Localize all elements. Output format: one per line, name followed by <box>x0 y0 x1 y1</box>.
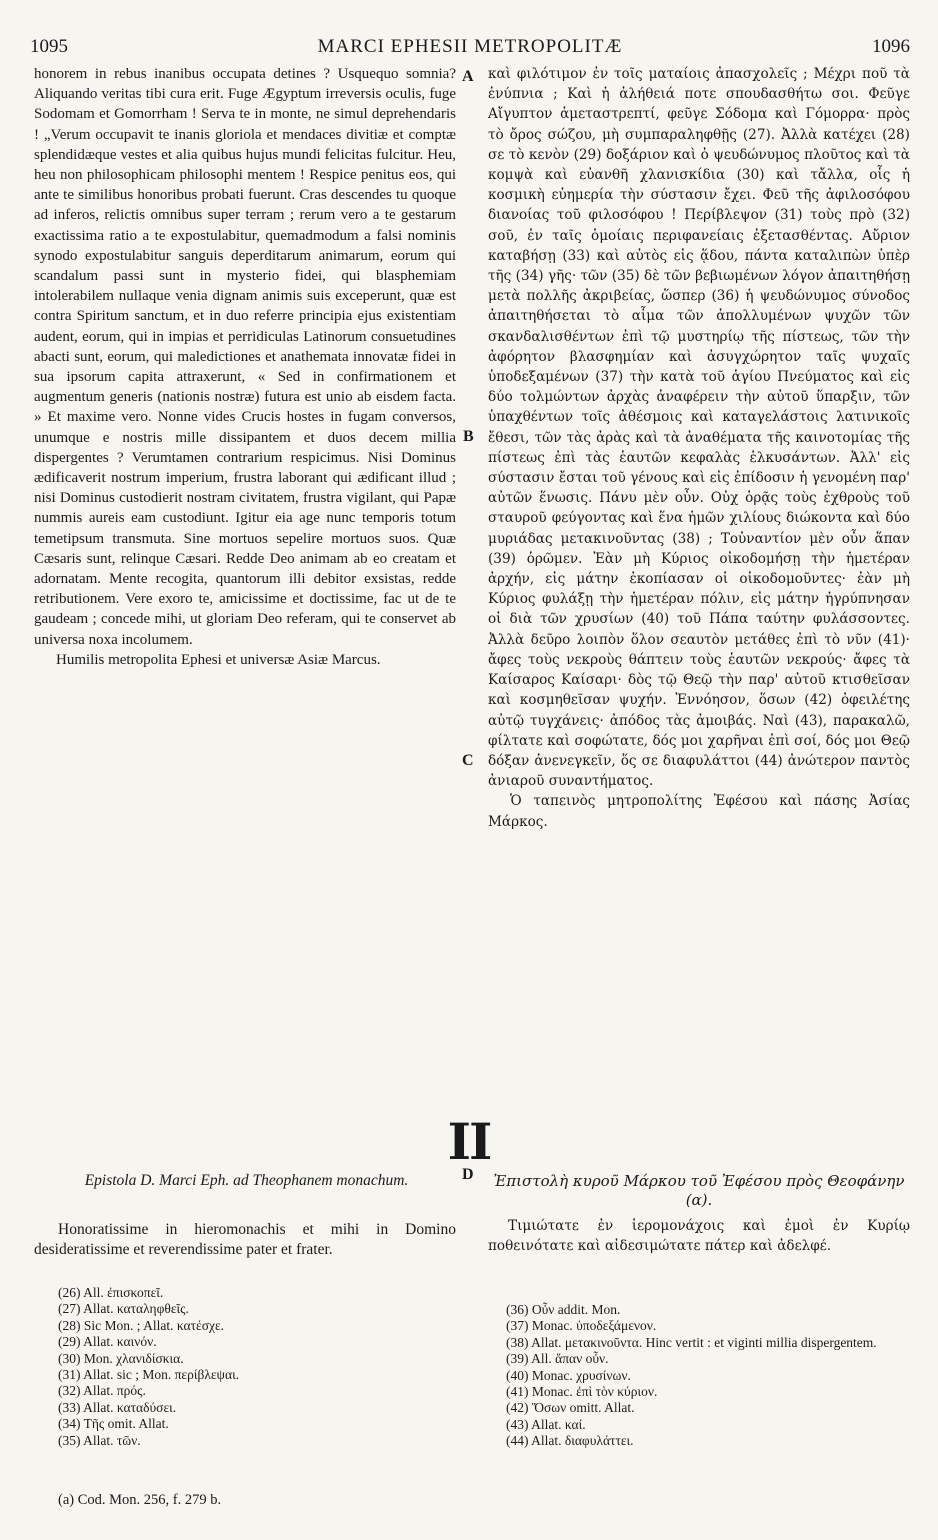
footnote: (31) Allat. sic ; Mon. περίβλεψαι. <box>58 1367 240 1383</box>
footnote: (34) Τῆς omit. Allat. <box>58 1416 169 1432</box>
greek-column <box>488 64 910 832</box>
footnote: (33) Allat. καταδύσει. <box>58 1399 177 1415</box>
latin-paragraph: honorem in rebus inanibus occupata detines ? Usquequo somnia? Aliquando veritas tibi cura erit. Fuge Ægyptum irreversis oculis, fuge Sodomam et Gomorrham ! Serva te in monte, ne simul deprehendaris ! „Verum occupavit te inanis gloriola et mendaces divitiæ et comptæ splendidæque vestes et alia quibus hujus mundi felicitas fulcitur. Heu, heu non philosophicam philosophi mentem ! Respice penitus eos, qui ante te similibus honoribus probati fuerunt. Cras descendes tu quoque ad inferos, relictis omnibus super terram ; rerum vero a te gestarum exactissima ratio a te expostulabitur, quemadmodum a falsi nominis synodo expostulabitur sanguis deperditarum animarum, eorum qui scandalum passi sunt in mysterio fidei, qui blasphemiam intolerabilem nullaque venia dignam animis suis exceperunt, quæ est contra Spiritum sanctum, et in duo referre principia ejus existentiam audent, eorum, qui in impias et perridiculas Latinorum consuetudines abacti sunt, eorum, qui maledictiones et anathemata innovatæ fidei in sua ipsorum capita attraxerunt, « Sed in confirmationem et augmentum generis (nationis nostræ) futura est unio ab eisdem facta. » Et maxime vero. Nonne vides Crucis hostes in fugam conversos, unumque e nostris mille dissipantem et duos decem millia dispergentes ? Verumtamen contrarium respicimus. Nisi Dominus ædificaverit nostrum imperium, frustra laborant qui ædificant illud ; nisi Dominus custodierit nostram civitatem, frustra vigilant, qui Papæ nummis aureis eam custodiunt. Igitur eia age nunc temporis totum temetipsum transmuta. Sine mortuos sepelire mortuos suos. Quæ Cæsaris sunt, relinque Cæsari. Redde Deo animam ab eo creatam et adornatam. Mente recogita, quantorum illi debitor exsistas, redde retributionem. Vere exoro te, amicissime et doctissime, fac ut de te gaudeam ; concede mihi, ut gloriam Deo referam, qui te conservet ab universa noxa incolumem. <box>34 66 456 648</box>
footnote: (39) All. ἅπαν οὖν. <box>506 1351 609 1367</box>
footnote: (36) Οὖν addit. Mon. <box>506 1302 621 1317</box>
page-number-left: 1095 <box>30 36 68 57</box>
greeting-latin: Honoratissime in hieromonachis et mihi in Domino desideratissime et reverendissime pater et frater. <box>34 1221 456 1258</box>
greek-signature: Ὁ ταπεινὸς μητροπολίτης Ἐφέσου καὶ πάσης Ἀσίας Μάρκος. <box>488 793 910 830</box>
footnote: (44) Allat. διαφυλάττει. <box>506 1433 634 1449</box>
margin-letter-c: C <box>462 752 474 769</box>
footnote: (38) Allat. μετακινοῦντα. Hinc vertit : et viginti millia dispergentem. <box>506 1334 877 1350</box>
greek-paragraph: καὶ φιλότιμον ἐν τοῖς ματαίοις ἀπασχολεῖς ; Μέχρι ποῦ τὰ ἐνύπνια ; Καὶ ἡ ἀλήθειά ποτε σπουδασθήτω σοι. Φεῦγε Αἴγυπτον ἀμεταστρεπτί, φεῦγε Σόδομα καὶ Γόμορρα· πρὸς τὸ ὄρος σώζου, μὴ συμπαραληφθῇς (27). Ἀλλὰ κατέχει (28) σε τὸ κενὸν (29) δοξάριον καὶ ὁ ψευδώνυμος πλοῦτος καὶ τὰ κομψὰ καὶ εὐανθῆ χλανισκίδια (30) καὶ τἄλλα, οἷς ἡ κοσμικὴ εὐημερία τὴν σύστασιν ἔχει. Φεῦ τῆς ἀφιλοσόφου διανοίας τοῦ φιλοσόφου ! Περίβλεψον (31) τοὺς πρὸ (32) σοῦ, ἐν ταῖς ὁμοίαις περιφανείαις ἐξετασθέντας. Αὔριον καταβήσῃ (33) καὶ αὐτὸς εἰς ᾅδου, πάντα καταλιπὼν ὑπὲρ τῆς (34) γῆς· τῶν (35) δὲ τῶν βεβιωμένων λόγον ἀπαιτηθήσῃ μετὰ πολλῆς ἀκριβείας, ὥσπερ (36) ἡ ψευδώνυμος σύνοδος ἀπαιτηθήσεται τὸ αἷμα τῶν ἀπολλυμένων ψυχῶν τῶν σκανδαλισθέντων ἐπὶ τῷ μυστηρίῳ τῆς πίστεως, τῶν τὴν ἀφόρητον βλασφημίαν καὶ ἀσυγχώρητον ταῖς ψυχαῖς ὑποδεξαμένων (37) τὴν κατὰ τοῦ ἁγίου Πνεύματος καὶ εἰς δύο τολμώντων ἀρχὰς ἀναφέρειν τὴν αὐτοῦ ὕπαρξιν, τῶν ὑπαχθέντων τοῖς ἀθέσμοις καὶ καταγελάστοις λατινικοῖς ἔθεσι, τῶν τὰς ἀρὰς καὶ τὰ ἀναθέματα τῆς καινοτομίας τῆς πίστεως ἐπὶ τὰς ἑαυτῶν κεφαλὰς ἑλκυσάντων. Ἀλλ' εἰς σύστασιν ἔσται τοῦ γένους καὶ εἰς ἐπίδοσιν ἡ γενομένη παρ' αὐτῶν ἕνωσις. Πάνυ μὲν οὖν. Οὐχ ὁρᾷς τοὺς ἐχθροὺς τοῦ σταυροῦ φεύγοντας καὶ ἕνα ἡμῶν χιλίους διώκοντα καὶ δύο μυριάδας μετακινοῦντας (38) ; Τοὐναντίον μὲν οὖν ἅπαν (39) ὁρῶμεν. Ἐὰν μὴ Κύριος οἰκοδομήσῃ τὴν ἡμετέραν ἀρχήν, εἰς μάτην ἐκοπίασαν οἱ οἰκοδομοῦντες· ἐὰν μὴ Κύριος φυλάξῃ τὴν ἡμετέραν πόλιν, εἰς μάτην ἠγρύπνησαν οἱ διὰ τῶν χρυσίων (40) τοῦ Πάπα ταύτην φυλάσσοντες. Ἀλλὰ δεῦρο λοιπὸν ὅλον σεαυτὸν μετάθες ἐπὶ τὸ νῦν (41)· ἄφες τοὺς νεκροὺς θάπτειν τοὺς ἑαυτῶν νεκρούς· ἄφες τὰ Καίσαρος Καίσαρι· δὸς τῷ Θεῷ τὴν παρ' αὐτοῦ κτισθεῖσαν καὶ κοσμηθεῖσαν ψυχήν. Ἐννόησον, ὅσων (42) ὀφειλέτης αὐτῷ τυγχάνεις· ἀπόδος τὰς ἀμοιβάς. Ναὶ (43), παρακαλῶ, φίλτατε καὶ σοφώτατε, δός μοι χαρῆναι ἐπὶ σοί, δός μοι Θεῷ δόξαν ἀνενεγκεῖν, ὅς σε διαφυλάττοι (44) ἀνώτερον παντὸς ἀνιαροῦ συναντήματος. <box>488 66 910 790</box>
footnote: (26) All. ἐπισκοπεῖ. <box>58 1285 164 1300</box>
latin-column <box>34 64 456 670</box>
epistle-title-latin: Epistola D. Marci Eph. ad Theophanem monachum. <box>84 1172 409 1189</box>
footnote: (41) Monac. ἐπὶ τὸν κύριον. <box>506 1384 658 1400</box>
margin-letter-a: A <box>462 68 474 85</box>
footnote: (37) Monac. ὑποδεξάμενον. <box>506 1318 657 1334</box>
page-number-right: 1096 <box>872 36 910 57</box>
footnote: (29) Allat. καινόν. <box>58 1334 157 1350</box>
latin-signature: Humilis metropolita Ephesi et universæ Asiæ Marcus. <box>56 651 381 668</box>
footnote: (30) Mon. χλανιδίσκια. <box>58 1350 184 1366</box>
manuscript-source-note: (a) Cod. Mon. 256, f. 279 b. <box>58 1492 222 1508</box>
running-header <box>30 36 910 60</box>
footnote: (35) Allat. τῶν. <box>58 1432 141 1448</box>
epistle-title-greek: Ἐπιστολὴ κυροῦ Μάρκου τοῦ Ἐφέσου πρὸς Θεοφάνην (α). <box>493 1172 905 1209</box>
running-title: MARCI EPHESII METROPOLITÆ <box>317 36 623 57</box>
footnote: (27) Allat. καταληφθεῖς. <box>58 1301 189 1317</box>
footnote: (28) Sic Mon. ; Allat. κατέσχε. <box>58 1317 225 1333</box>
footnotes-left <box>58 1285 458 1449</box>
margin-letter-d: D <box>462 1166 474 1183</box>
footnote: (42) Ὅσων omitt. Allat. <box>506 1400 635 1416</box>
section-number: II <box>447 1112 491 1171</box>
footnote: (32) Allat. πρός. <box>58 1383 146 1399</box>
footnotes-right <box>506 1302 916 1450</box>
greeting-greek: Τιμιώτατε ἐν ἱερομονάχοις καὶ ἐμοὶ ἐν Κυρίῳ ποθεινότατε καὶ αἰδεσιμώτατε πάτερ καὶ ἀδελφέ. <box>488 1218 910 1254</box>
footnote: (40) Monac. χρυσίνων. <box>506 1367 631 1383</box>
footnote: (43) Allat. καί. <box>506 1416 586 1432</box>
margin-letter-b: B <box>463 428 474 445</box>
